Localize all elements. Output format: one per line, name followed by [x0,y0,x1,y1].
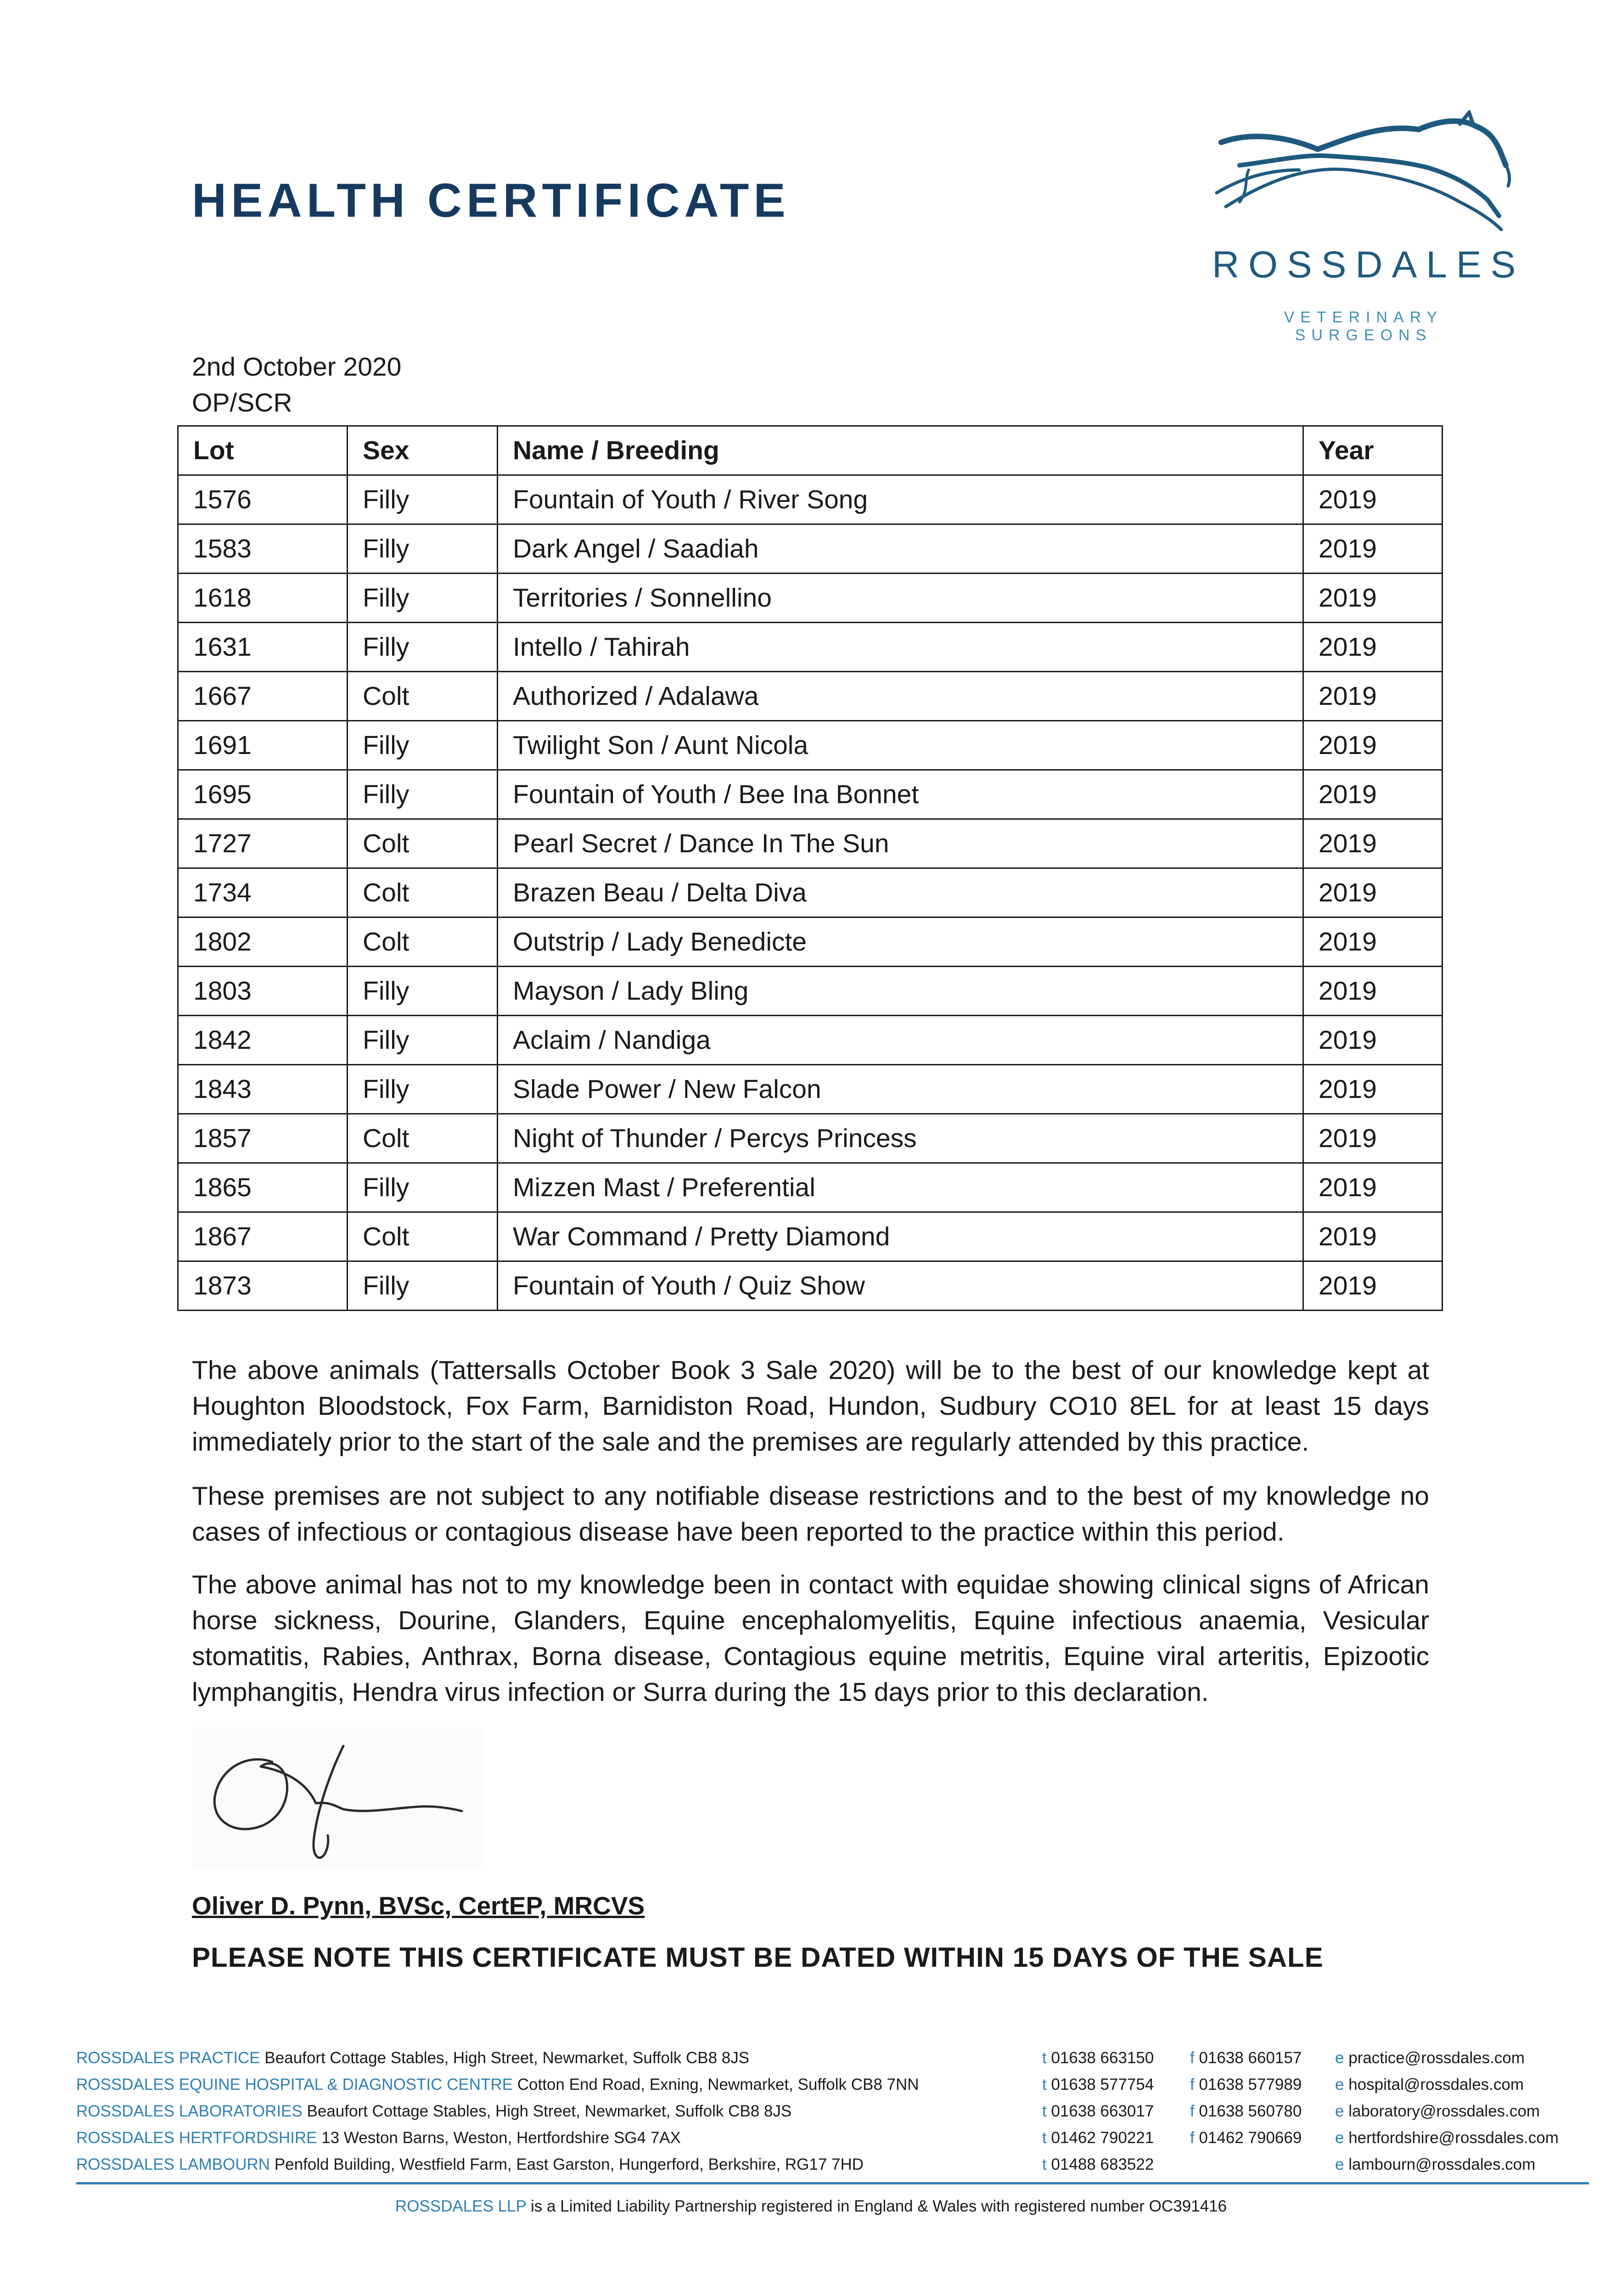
sex-cell: Colt [348,1114,498,1163]
name-breeding-cell: Authorized / Adalawa [498,672,1303,721]
lot-cell: 1865 [178,1163,348,1212]
signer-name: Oliver D. Pynn, BVSc, CertEP, MRCVS [192,1891,645,1920]
table-row [178,1114,1442,1163]
year-cell: 2019 [1303,819,1442,868]
legal-notice [0,2197,1622,2216]
office-name: ROSSDALES HERTFORDSHIRE [76,2129,317,2147]
year-cell: 2019 [1303,524,1442,574]
table-row [178,475,1442,524]
office-address: 13 Weston Barns, Weston, Hertfordshire SG4 7AX [321,2129,681,2147]
tel-prefix: t [1042,2102,1047,2120]
year-cell: 2019 [1303,967,1442,1016]
year-cell: 2019 [1303,1114,1442,1163]
name-breeding-cell: Mayson / Lady Bling [498,967,1303,1016]
office-address: Penfold Building, Westfield Farm, East Garston, Hungerford, Berkshire, RG17 7HD [274,2155,864,2173]
office-fax: 01638 660157 [1199,2049,1302,2067]
footer-divider [76,2182,1589,2184]
statement-disease-restrictions: These premises are not subject to any notifiable disease restrictions and to the best of my knowledge no cases of infectious or contagious disease have been reported to the practice within this period. [192,1481,1429,1547]
name-breeding-cell: Fountain of Youth / Bee Ina Bonnet [498,770,1303,819]
footer-emails [1335,2045,1559,2178]
footer-office-row [76,2151,919,2178]
logo-tagline: VETERINARY SURGEONS [1284,309,1443,344]
year-cell: 2019 [1303,721,1442,770]
sex-cell: Filly [348,475,498,524]
table-row [178,721,1442,770]
name-breeding-cell: Pearl Secret / Dance In The Sun [498,819,1303,868]
name-breeding-cell: Intello / Tahirah [498,623,1303,672]
lot-cell: 1631 [178,623,348,672]
name-breeding-cell: Territories / Sonnellino [498,574,1303,623]
name-breeding-cell: Twilight Son / Aunt Nicola [498,721,1303,770]
footer-office-row [76,2045,919,2071]
office-email-link[interactable]: hertfordshire@rossdales.com [1348,2129,1559,2147]
footer-office-row [76,2098,919,2125]
sex-cell: Filly [348,524,498,574]
sex-cell: Colt [348,819,498,868]
name-breeding-cell: Dark Angel / Saadiah [498,524,1303,574]
year-cell: 2019 [1303,917,1442,967]
sex-cell: Colt [348,868,498,917]
office-email-link[interactable]: hospital@rossdales.com [1348,2076,1524,2093]
name-breeding-cell: Slade Power / New Falcon [498,1065,1303,1114]
table-row [178,967,1442,1016]
fax-prefix: f [1190,2102,1195,2120]
name-breeding-cell: Fountain of Youth / Quiz Show [498,1261,1303,1311]
tel-prefix: t [1042,2129,1047,2147]
rossdales-horse-logo-icon [1212,110,1525,331]
year-cell: 2019 [1303,623,1442,672]
sex-cell: Filly [348,1016,498,1065]
logo-wordmark: ROSSDALES [1212,244,1525,286]
lot-cell: 1803 [178,967,348,1016]
handwritten-signature-icon [192,1728,481,1870]
lot-cell: 1618 [178,574,348,623]
lot-cell: 1802 [178,917,348,967]
statement-premises: The above animals (Tattersalls October Book 3 Sale 2020) will be to the best of our knowledge kept at Houghton Bloodstock, Fox Farm, Barnidiston Road, Hundon, Sudbury CO10 8EL for at least 15 days immediately prior to the start of the sale and the premises are regularly attended by this practice. [192,1356,1429,1457]
footer-telephones [1042,2045,1154,2178]
email-prefix: e [1335,2049,1344,2067]
column-header-year: Year [1303,426,1442,475]
footer-faxes [1190,2045,1302,2178]
table-row [178,1261,1442,1311]
dating-notice: PLEASE NOTE THIS CERTIFICATE MUST BE DATED WITHIN 15 DAYS OF THE SALE [192,1942,1324,1973]
year-cell: 2019 [1303,1016,1442,1065]
tel-prefix: t [1042,2155,1047,2173]
lots-table [177,425,1443,1311]
table-row [178,623,1442,672]
office-email-link[interactable]: lambourn@rossdales.com [1348,2155,1536,2173]
column-header-name-breeding: Name / Breeding [498,426,1303,475]
sex-cell: Colt [348,917,498,967]
legal-text: is a Limited Liability Partnership registered in England & Wales with registered number OC391416 [530,2197,1227,2215]
year-cell: 2019 [1303,770,1442,819]
table-row [178,672,1442,721]
office-telephone[interactable]: 01638 663150 [1051,2049,1154,2067]
office-address: Beaufort Cottage Stables, High Street, Newmarket, Suffolk CB8 8JS [307,2102,792,2120]
signature-area [192,1728,481,1870]
year-cell: 2019 [1303,1261,1442,1311]
sex-cell: Filly [348,1261,498,1311]
year-cell: 2019 [1303,868,1442,917]
email-prefix: e [1335,2129,1344,2147]
column-header-lot: Lot [178,426,348,475]
email-prefix: e [1335,2076,1344,2093]
email-prefix: e [1335,2102,1344,2120]
name-breeding-cell: Aclaim / Nandiga [498,1016,1303,1065]
lot-cell: 1734 [178,868,348,917]
fax-prefix: f [1190,2076,1195,2093]
sex-cell: Colt [348,672,498,721]
year-cell: 2019 [1303,1065,1442,1114]
table-row [178,819,1442,868]
sex-cell: Filly [348,721,498,770]
table-row [178,770,1442,819]
table-header-row [178,426,1442,475]
footer-offices [76,2045,919,2178]
name-breeding-cell: Outstrip / Lady Benedicte [498,917,1303,967]
office-email-link[interactable]: practice@rossdales.com [1348,2049,1525,2067]
column-header-sex: Sex [348,426,498,475]
office-email-link[interactable]: laboratory@rossdales.com [1348,2102,1540,2120]
office-fax: 01462 790669 [1199,2129,1302,2147]
office-fax: 01638 577989 [1199,2076,1302,2093]
year-cell: 2019 [1303,1212,1442,1261]
name-breeding-cell: Mizzen Mast / Preferential [498,1163,1303,1212]
page-title: HEALTH CERTIFICATE [192,174,790,227]
footer-office-row [76,2071,919,2098]
year-cell: 2019 [1303,672,1442,721]
certificate-reference: OP/SCR [192,388,292,417]
table-row [178,1212,1442,1261]
office-address: Cotton End Road, Exning, Newmarket, Suffolk CB8 7NN [517,2076,919,2093]
sex-cell: Filly [348,623,498,672]
fax-prefix: f [1190,2129,1195,2147]
office-address: Beaufort Cottage Stables, High Street, Newmarket, Suffolk CB8 8JS [264,2049,750,2067]
year-cell: 2019 [1303,475,1442,524]
table-row [178,868,1442,917]
legal-entity-name: ROSSDALES LLP [395,2197,527,2215]
lot-cell: 1873 [178,1261,348,1311]
office-name: ROSSDALES LAMBOURN [76,2155,270,2173]
sex-cell: Filly [348,967,498,1016]
lot-cell: 1867 [178,1212,348,1261]
office-fax: 01638 560780 [1199,2102,1302,2120]
tel-prefix: t [1042,2049,1047,2067]
lot-cell: 1695 [178,770,348,819]
lot-cell: 1843 [178,1065,348,1114]
lot-cell: 1667 [178,672,348,721]
office-telephone[interactable]: 01638 663017 [1051,2102,1154,2120]
table-row [178,524,1442,574]
name-breeding-cell: Night of Thunder / Percys Princess [498,1114,1303,1163]
fax-prefix: f [1190,2049,1195,2067]
name-breeding-cell: Fountain of Youth / River Song [498,475,1303,524]
lot-cell: 1576 [178,475,348,524]
lot-cell: 1857 [178,1114,348,1163]
table-row [178,1163,1442,1212]
table-row [178,917,1442,967]
sex-cell: Filly [348,770,498,819]
office-name: ROSSDALES LABORATORIES [76,2102,303,2120]
name-breeding-cell: War Command / Pretty Diamond [498,1212,1303,1261]
lot-cell: 1842 [178,1016,348,1065]
table-row [178,1065,1442,1114]
statement-contact-declaration: The above animal has not to my knowledge been in contact with equidae showing clinical signs of African horse sickness, Dourine, Glanders, Equine encephalomyelitis, Equine infectious anaemia, Vesicular stomatitis, Rabies, Anthrax, Borna disease, Contagious equine metritis, Equine viral arteritis, Epizootic lymphangitis, Hendra virus infection or Surra during the 15 days prior to this declaration. [192,1570,1429,1707]
office-name: ROSSDALES EQUINE HOSPITAL & DIAGNOSTIC CENTRE [76,2076,513,2093]
office-telephone[interactable]: 01462 790221 [1051,2129,1154,2147]
office-telephone[interactable]: 01638 577754 [1051,2076,1154,2093]
lot-cell: 1691 [178,721,348,770]
certificate-date: 2nd October 2020 [192,352,402,382]
office-name: ROSSDALES PRACTICE [76,2049,260,2067]
footer-office-row [76,2125,919,2151]
name-breeding-cell: Brazen Beau / Delta Diva [498,868,1303,917]
table-row [178,1016,1442,1065]
year-cell: 2019 [1303,1163,1442,1212]
lot-cell: 1583 [178,524,348,574]
lot-cell: 1727 [178,819,348,868]
sex-cell: Filly [348,1065,498,1114]
email-prefix: e [1335,2155,1344,2173]
sex-cell: Colt [348,1212,498,1261]
office-telephone[interactable]: 01488 683522 [1051,2155,1154,2173]
sex-cell: Filly [348,1163,498,1212]
sex-cell: Filly [348,574,498,623]
tel-prefix: t [1042,2076,1047,2093]
table-row [178,574,1442,623]
year-cell: 2019 [1303,574,1442,623]
